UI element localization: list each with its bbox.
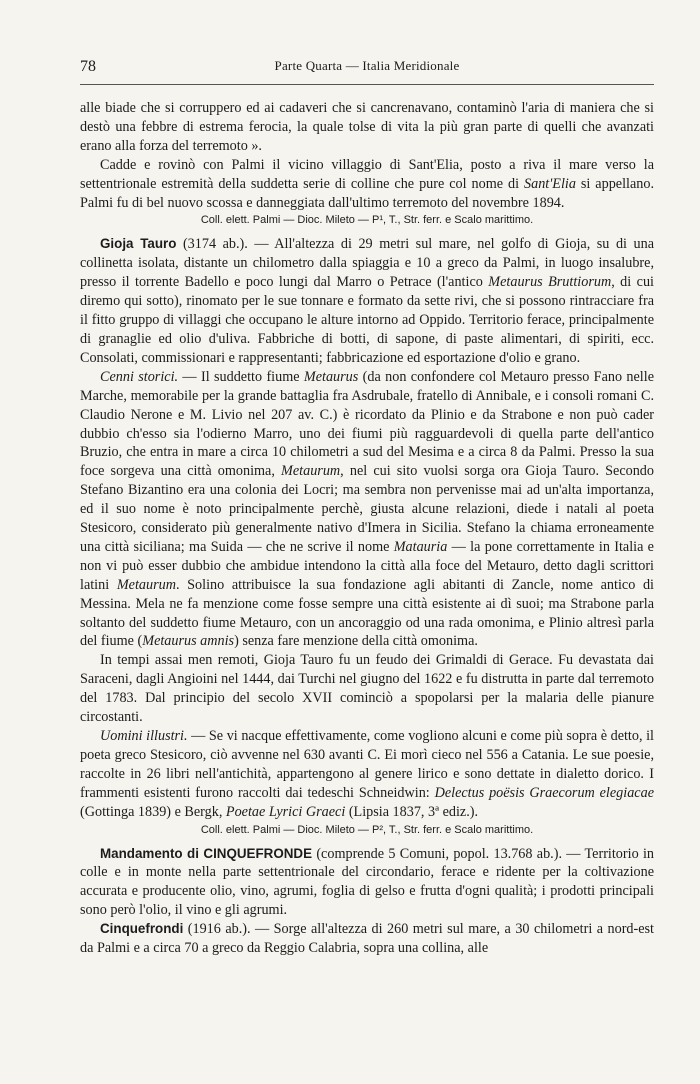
entry-title: Gioja Tauro [100,236,177,252]
entry-mandamento-cinquefrondi: Mandamento di CINQUEFRONDE (comprende 5 Comuni, popol. 13.768 ab.). — Territorio in colle e in monte nella parte settentrionale del circondario, ferace e ridente per la coltivazione accurata e producente olio, vino, agrumi, foglia di gelso e frutta d'ogni qualità; i prodotti principali sono però l'olio, il vino e gli agrumi. [80,845,654,919]
entry-title: Mandamento di CINQUEFRONDE [100,845,313,861]
page-header [80,58,654,85]
reference-line-gioja: Coll. elett. Palmi — Dioc. Mileto — P², T., Str. ferr. e Scalo marittimo. [200,823,534,836]
entry-title: Cinquefrondi [100,921,184,937]
page-number: 78 [80,58,96,75]
entry-gioja-tauro: Gioja Tauro (3174 ab.). — All'altezza di 29 metri sul mare, nel golfo di Gioja, su di una collinetta isolata, distante un chilometro dalla spiaggia e 10 a greco da Palmi, in luogo insalubre, presso il torrente Badello e poco lungi dal Marro o Petrace (l'antico Metaurus Bruttiorum, di cui diremo qui sotto), rinomato per le sue tonnare e formato da sette rivi, che si possono rintracciare fra il fitto gruppo di villaggi che occupano le alture intorno ad Oppido. Territorio ferace, principalmente di granaglie ed olio d'uliva. Fabbriche di botti, di sapone, di paste alimentari, di spiriti, ecc. Consolati, commissionari e rappresentanti; fabbricazione ed esportazione d'olio e grano. [80,236,655,366]
running-title: Parte Quarta — Italia Meridionale [274,58,460,73]
entry-cinquefrondi: Cinquefrondi (1916 ab.). — Sorge all'altezza di 260 metri sul mare, a 30 chilometri a nord-est da Palmi e a circa 70 a greco da Reggio Calabria, sopra una collina, alle [80,921,654,957]
paragraph-tempi-remoti: In tempi assai men remoti, Gioja Tauro fu un feudo dei Grimaldi di Gerace. Fu devastata dai Saraceni, dagli Angioini nel 1444, dai Turchi nel giugno del 1622 e fu distrutta in parte dal terremoto del 1783. Dal principio del secolo XVII cominciò a spopolarsi per la malaria delle pianure circostanti. [80,652,654,726]
reference-line-palmi: Coll. elett. Palmi — Dioc. Mileto — P¹, T., Str. ferr. e Scalo marittimo. [200,214,534,227]
paragraph-cenni-storici: Cenni storici. — Il suddetto fiume Metaurus (da non confondere col Metauro presso Fano nelle Marche, memorabile per la grande battaglia fra Asdrubale, fratello di Annibale, e i consoli romani C. Claudio Nerone e M. Livio nel 207 av. C.) è ricordato da Plinio e da Strabone e non può cader dubbio ch'esso sia l'odierno Marro, uno dei fiumi più ragguardevoli di quella parte dell'antico Bruzio, che entra in mare a circa 10 chilometri a sud del Mesima e a circa 8 da Palmi. Presso la sua foce sorgeva una città omonima, Metaurum, nel cui sito vuolsi sorga ora Gioja Tauro. Secondo Stefano Bizantino era una colonia dei Locri; ma sembra non pervenisse mai ad un'alta importanza, ed il suo nome è noto principalmente perchè, giusta alcune relazioni, diede i natali al poeta Stesicoro, considerato più generalmente nativo d'Imera in Sicilia. Stefano la chiama erroneamente una città siciliana; ma Suida — che ne scrive il nome Matauria — la pone correttamente in Italia e non vi può esser dubbio che ambidue intendono la città alla foce del Metauro, detto dagli scrittori latini Metaurum. Solino attribuisce la sua fondazione agli abitanti di Zancle, nome antico di Messina. Mela ne fa menzione come fosse sempre una città esistente ai dì suoi; ma Strabone parla soltanto del suddetto fiume Metauro, con un ancoraggio od una rada omonima, e Plinio altresì parla del fiume (Metaurus amnis) senza fare menzione della città omonima. [80,368,654,650]
paragraph-sant-elia: Cadde e rovinò con Palmi il vicino villaggio di Sant'Elia, posto a riva il mare verso la settentrionale estremità della suddetta serie di colline che pure col nome di Sant'Elia si appellano. Palmi fu di bel nuovo scossa e danneggiata dall'ultimo terremoto del novembre 1894. [80,156,655,211]
paragraph-earthquake-end: alle biade che si corruppero ed ai cadaveri che si cancrenavano, contaminò l'aria di maniera che si destò una febbre di estrema ferocia, la quale tolse di vita la più gran parte di quelli che avanzati erano alla forza del terremoto ». [80,100,654,154]
paragraph-uomini-illustri: Uomini illustri. — Se vi nacque effettivamente, come vogliono alcuni e come più sopra è detto, il poeta greco Stesicoro, ciò avvenne nel 630 avanti C. Ei morì cieco nel 556 a Catania. Le sue poesie, raccolte in 26 libri nell'antichità, appartengono al genere lirico e sono dettate in dialetto dorico. I frammenti esistenti furono raccolti dai tedeschi Schneidwin: Delectus poësis Graecorum elegiacae (Gottinga 1839) e Bergk, Poetae Lyrici Graeci (Lipsia 1837, 3ª ediz.). [80,728,654,820]
